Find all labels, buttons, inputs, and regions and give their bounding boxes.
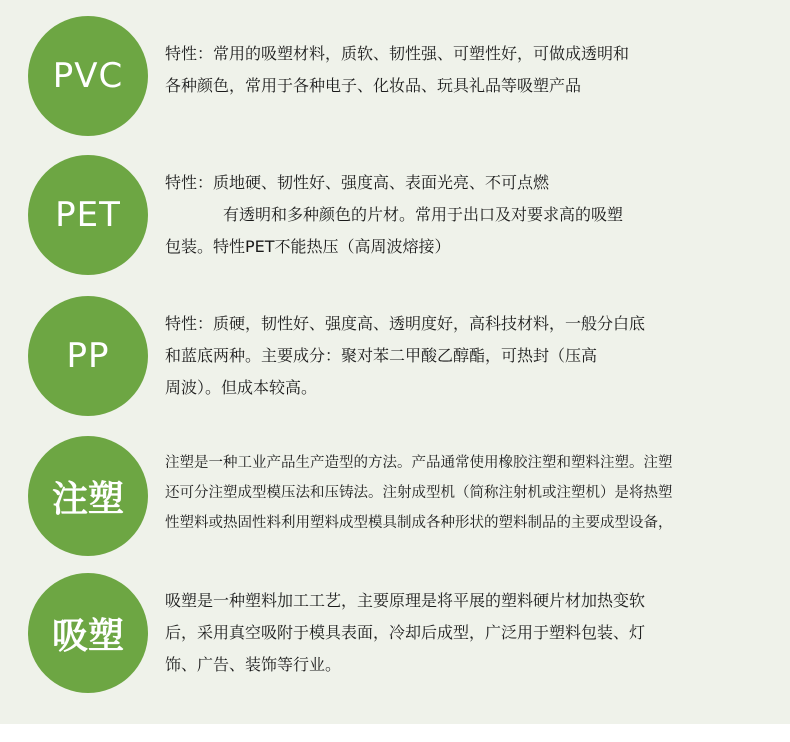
description-line: 吸塑是一种塑料加工工艺，主要原理是将平展的塑料硬片材加热变软 [165, 591, 646, 610]
badge-label: PET [55, 195, 121, 235]
material-description-pp [165, 308, 775, 404]
description-line: 特性：质硬，韧性好、强度高、透明度好，高科技材料，一般分白底 [165, 314, 646, 333]
description-line: 饰、广告、装饰等行业。 [165, 655, 342, 674]
badge-label: PVC [52, 56, 124, 96]
badge-label: 注塑 [51, 478, 124, 520]
material-badge-pet [28, 155, 148, 275]
description-line: 特性：质地硬、韧性好、强度高、表面光亮、不可点燃 [165, 173, 550, 192]
description-line: 和蓝底两种。主要成分：聚对苯二甲酸乙醇酯，可热封（压高 [165, 346, 598, 365]
material-description-pet [165, 167, 775, 263]
description-line: 包装。特性PET不能热压（高周波熔接） [165, 237, 451, 256]
process-description-blister-forming [165, 585, 775, 681]
process-description-injection-molding [165, 448, 775, 538]
material-badge-pp [28, 296, 148, 416]
description-line: 特性：常用的吸塑材料，质软、韧性强、可塑性好，可做成透明和 [165, 44, 630, 63]
description-line: 还可分注塑成型模压法和压铸法。注射成型机（简称注射机或注塑机）是将热塑 [165, 485, 673, 501]
description-line: 周波）。但成本较高。 [165, 378, 318, 397]
description-line: 各种颜色，常用于各种电子、化妆品、玩具礼品等吸塑产品 [165, 76, 582, 95]
process-badge-injection-molding [28, 436, 148, 556]
description-line: 注塑是一种工业产品生产造型的方法。产品通常使用橡胶注塑和塑料注塑。注塑 [165, 455, 673, 471]
material-description-pvc [165, 38, 775, 102]
description-line: 性塑料或热固性料利用塑料成型模具制成各种形状的塑料制品的主要成型设备， [165, 515, 673, 531]
description-line: 有透明和多种颜色的片材。常用于出口及对要求高的吸塑 [223, 205, 624, 224]
badge-label: 吸塑 [51, 615, 124, 657]
badge-label: PP [66, 336, 110, 376]
process-badge-blister-forming [28, 573, 148, 693]
description-line: 后，采用真空吸附于模具表面，冷却后成型，广泛用于塑料包装、灯 [165, 623, 646, 642]
material-badge-pvc [28, 16, 148, 136]
